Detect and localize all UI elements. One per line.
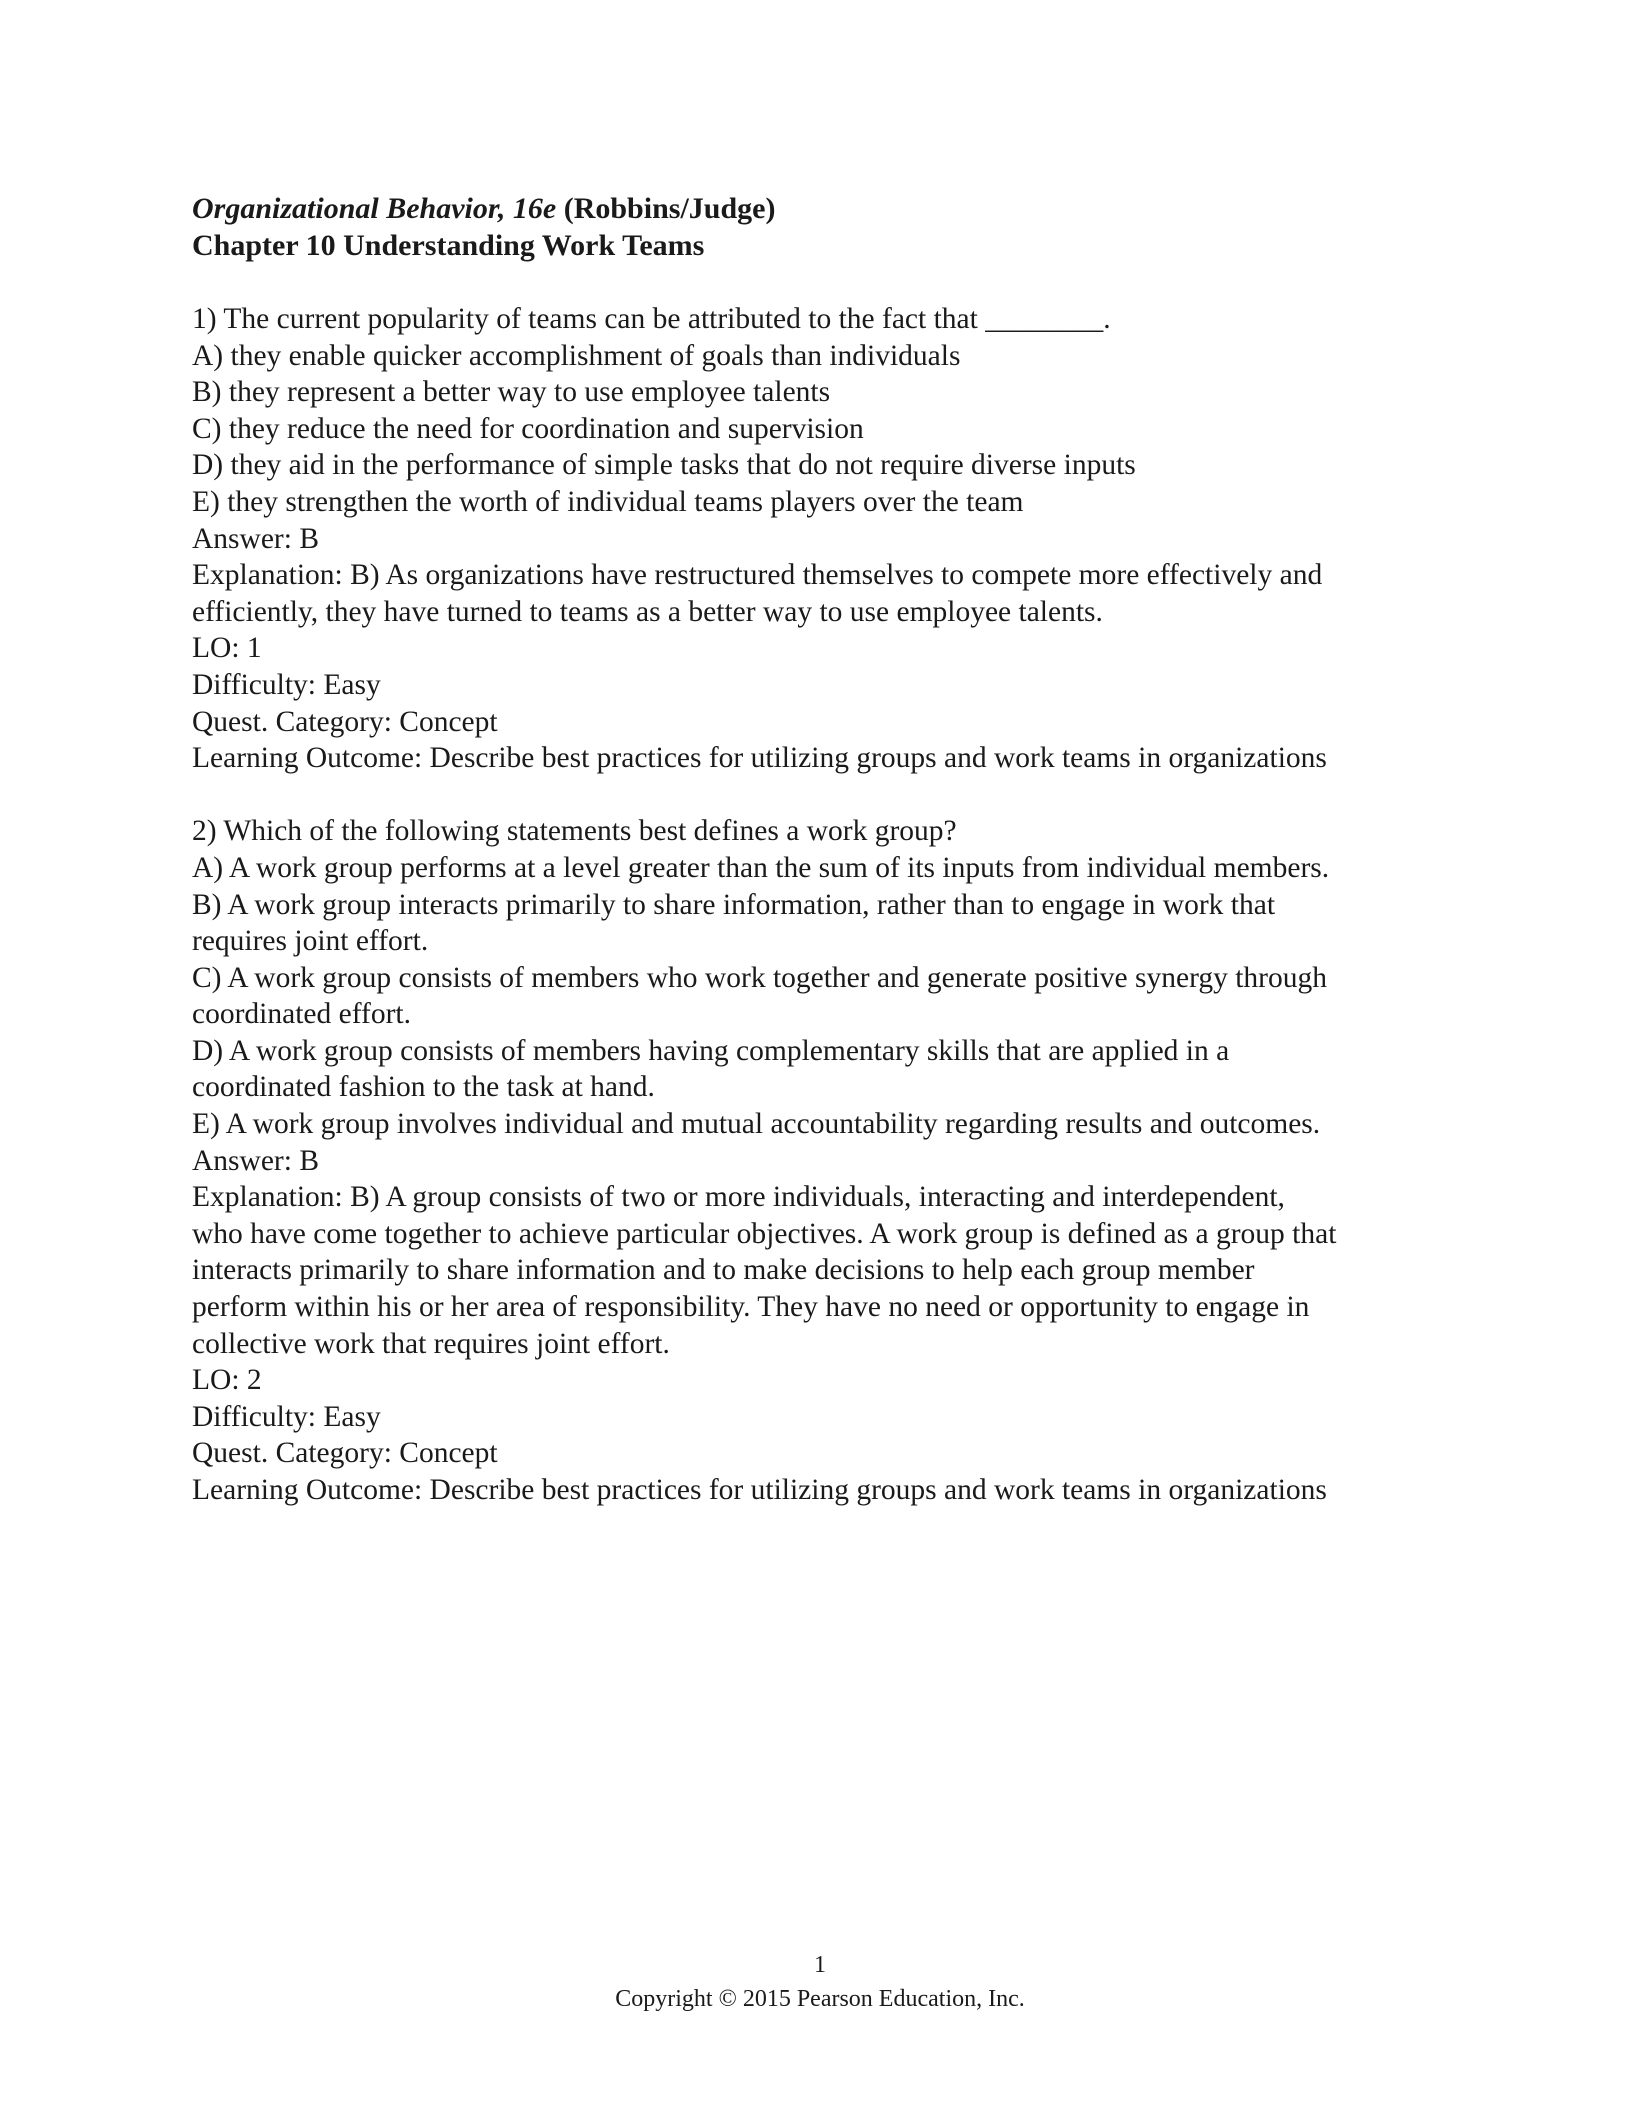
learning-outcome: Learning Outcome: Describe best practices for utilizing groups and work teams in organizations bbox=[192, 742, 1327, 775]
answer-option: B) A work group interacts primarily to share information, rather than to engage in work that bbox=[192, 888, 1276, 921]
answer-option-continued: coordinated fashion to the task at hand. bbox=[192, 1071, 655, 1104]
explanation-line: interacts primarily to share information and to make decisions to help each group member bbox=[192, 1254, 1255, 1287]
answer-option: C) A work group consists of members who work together and generate positive synergy through bbox=[192, 961, 1328, 994]
difficulty: Difficulty: Easy bbox=[192, 1400, 381, 1433]
learning-objective: LO: 2 bbox=[192, 1364, 262, 1397]
page-content bbox=[192, 190, 1452, 1545]
book-title: Organizational Behavior, 16e bbox=[192, 192, 557, 225]
question-category: Quest. Category: Concept bbox=[192, 705, 498, 738]
answer-option: B) they represent a better way to use employee talents bbox=[192, 376, 831, 409]
question-stem: 2) Which of the following statements best defines a work group? bbox=[192, 815, 957, 848]
learning-objective: LO: 1 bbox=[192, 632, 262, 665]
answer-option-continued: coordinated effort. bbox=[192, 998, 411, 1031]
answer-option-continued: requires joint effort. bbox=[192, 925, 429, 958]
learning-outcome: Learning Outcome: Describe best practices for utilizing groups and work teams in organizations bbox=[192, 1474, 1327, 1506]
explanation-line: Explanation: B) As organizations have restructured themselves to compete more effectively and bbox=[192, 559, 1323, 592]
answer-option: D) they aid in the performance of simple tasks that do not require diverse inputs bbox=[192, 449, 1136, 482]
question-1 bbox=[192, 301, 1452, 777]
document-title bbox=[192, 190, 1452, 227]
explanation-line: Explanation: B) A group consists of two or more individuals, interacting and interdependent, bbox=[192, 1181, 1285, 1214]
correct-answer: Answer: B bbox=[192, 1144, 320, 1177]
answer-option: D) A work group consists of members having complementary skills that are applied in a bbox=[192, 1034, 1230, 1067]
difficulty: Difficulty: Easy bbox=[192, 668, 381, 701]
explanation-line: who have come together to achieve particular objectives. A work group is defined as a group that bbox=[192, 1217, 1337, 1250]
explanation-line: perform within his or her area of responsibility. They have no need or opportunity to engage in bbox=[192, 1291, 1310, 1324]
question-stem: 1) The current popularity of teams can be attributed to the fact that ________. bbox=[192, 303, 1111, 335]
explanation-line: collective work that requires joint effort. bbox=[192, 1327, 670, 1360]
answer-option: A) A work group performs at a level greater than the sum of its inputs from individual members. bbox=[192, 851, 1330, 884]
answer-option: E) A work group involves individual and mutual accountability regarding results and outcomes. bbox=[192, 1108, 1321, 1141]
page-number: 1 bbox=[814, 1952, 826, 1978]
question-category: Quest. Category: Concept bbox=[192, 1437, 498, 1470]
question-2 bbox=[192, 813, 1452, 1508]
copyright-notice: Copyright © 2015 Pearson Education, Inc. bbox=[615, 1986, 1025, 2012]
explanation-line: efficiently, they have turned to teams as a better way to use employee talents. bbox=[192, 595, 1103, 628]
book-authors: (Robbins/Judge) bbox=[556, 192, 776, 225]
correct-answer: Answer: B bbox=[192, 522, 320, 555]
chapter-heading: Chapter 10 Understanding Work Teams bbox=[192, 229, 705, 262]
answer-option: E) they strengthen the worth of individual teams players over the team bbox=[192, 485, 1024, 518]
answer-option: C) they reduce the need for coordination and supervision bbox=[192, 412, 864, 445]
answer-option: A) they enable quicker accomplishment of goals than individuals bbox=[192, 339, 961, 372]
